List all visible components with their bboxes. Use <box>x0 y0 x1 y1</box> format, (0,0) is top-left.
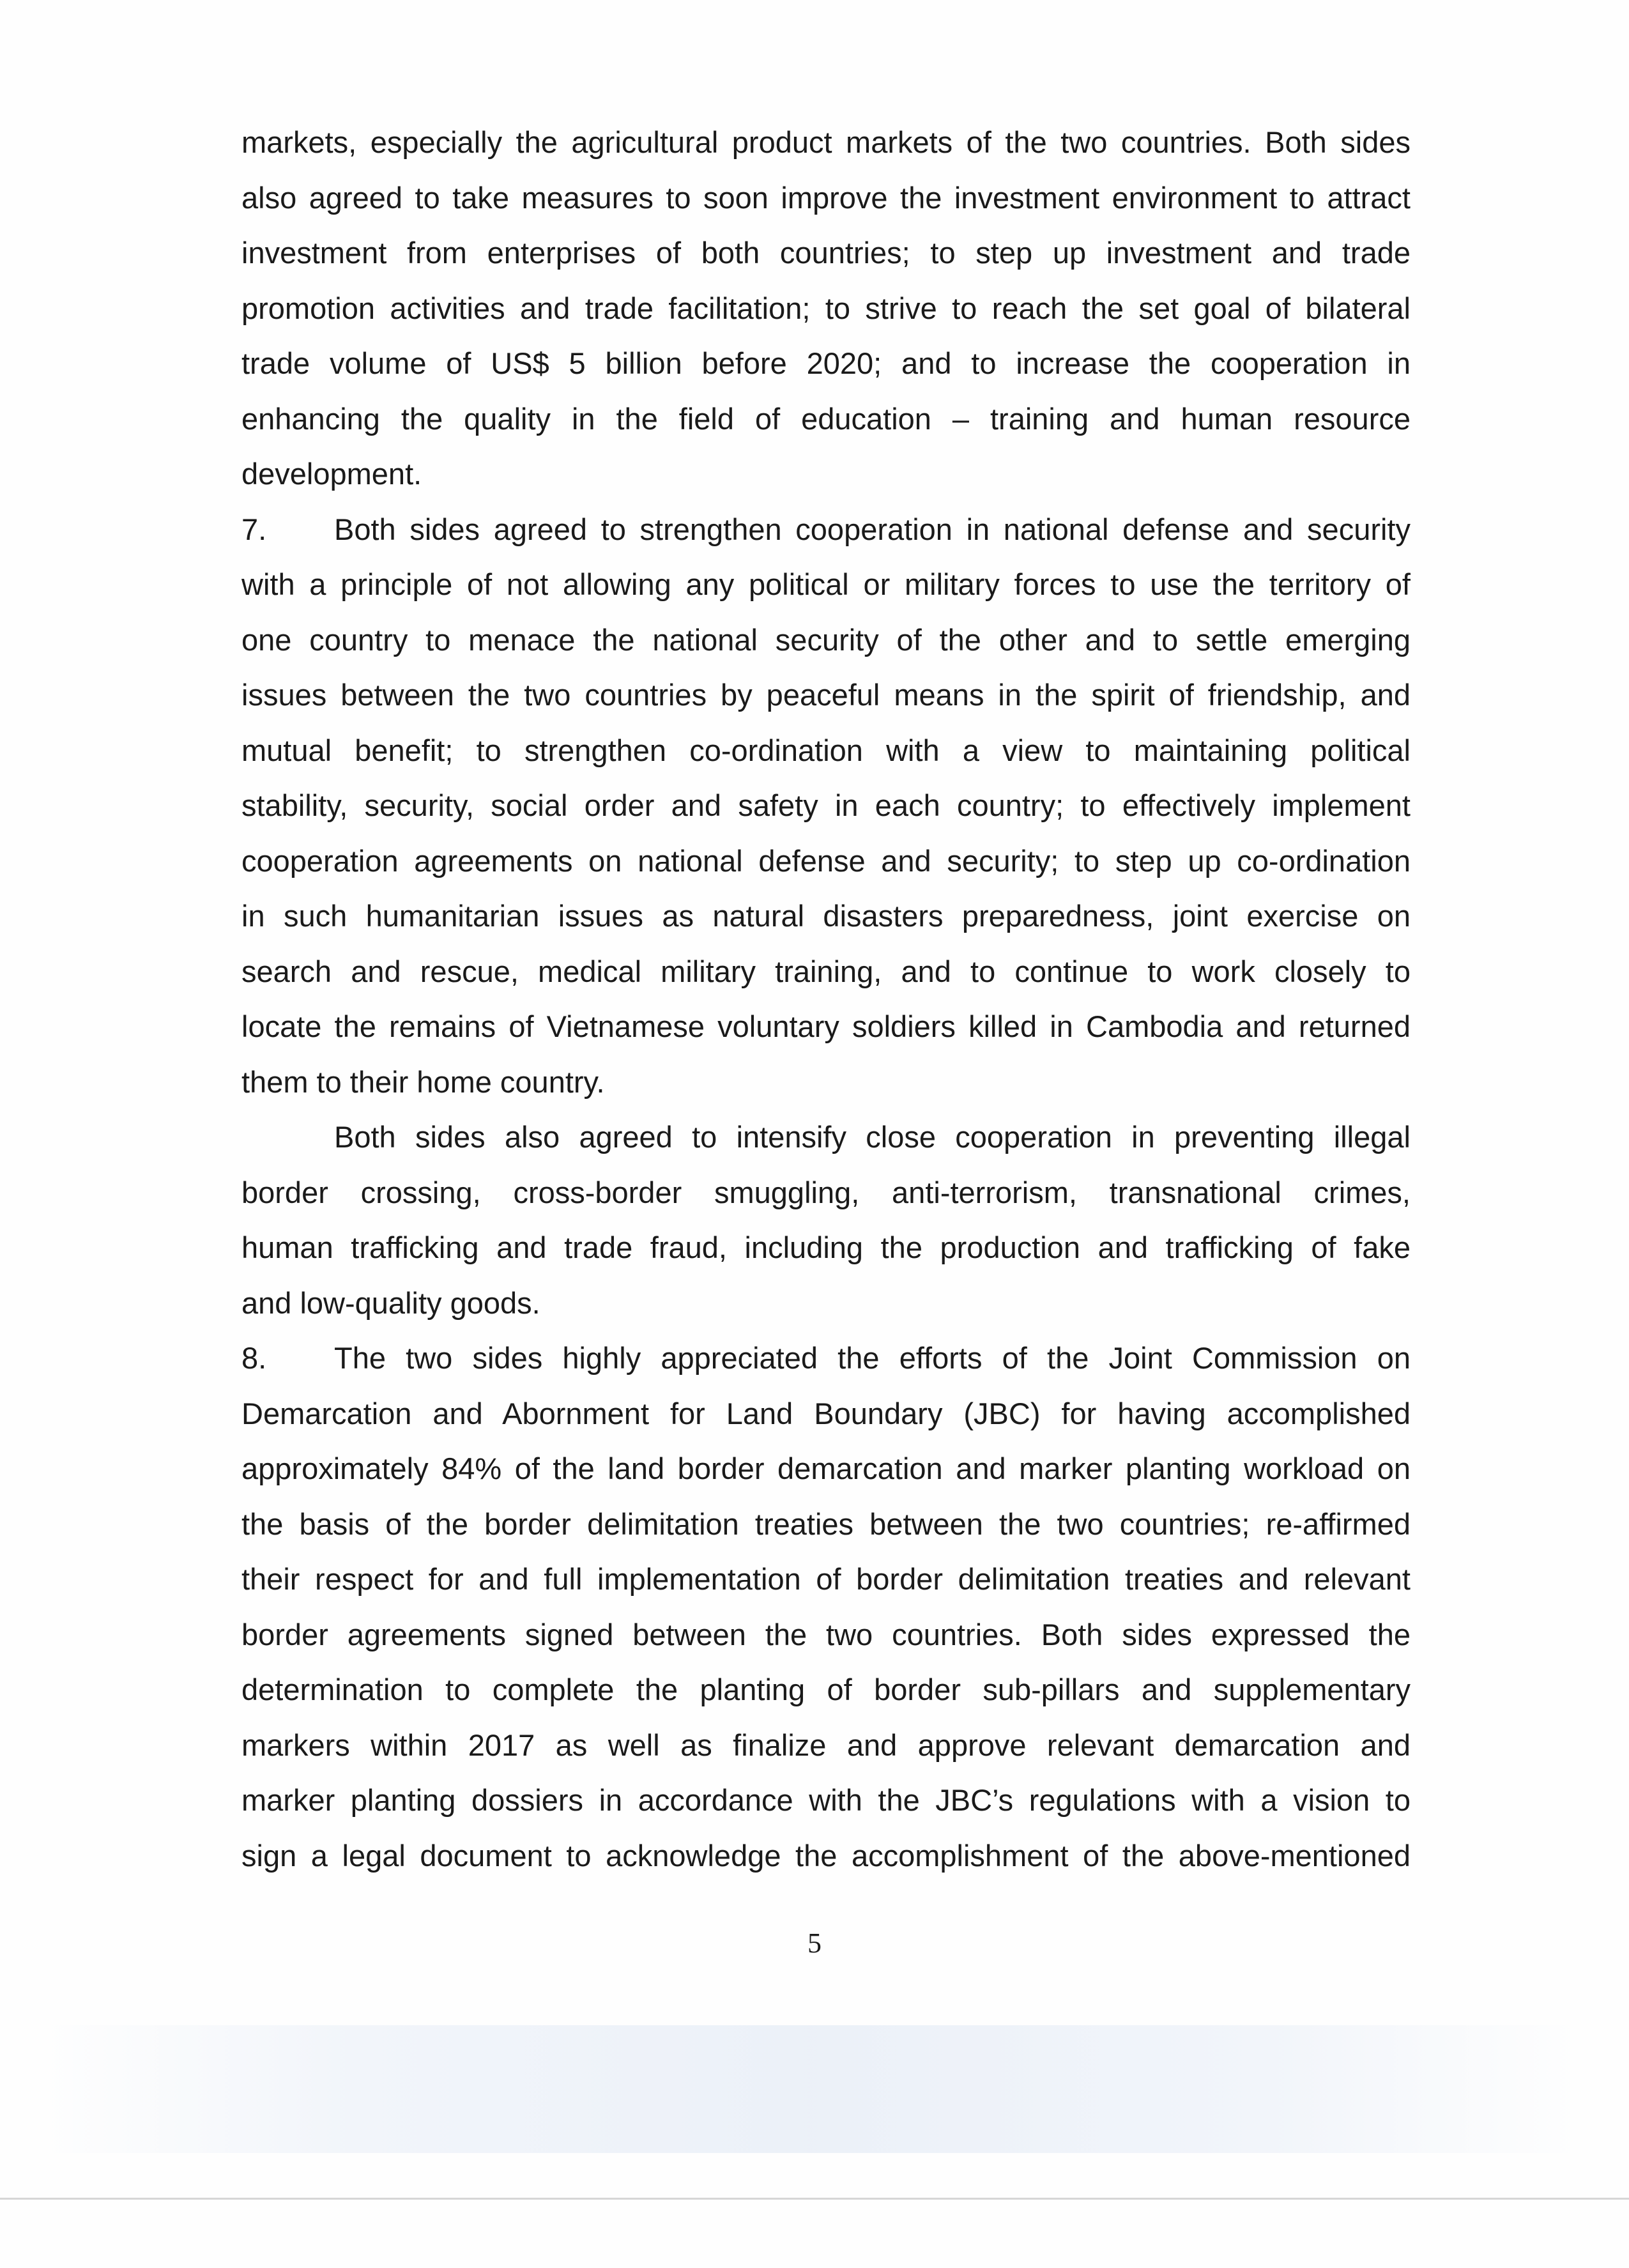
section-number: 8. <box>241 1341 267 1375</box>
section-8-lead-text: The two sides highly appreciated the efforts of the Joint Commission on <box>334 1341 1411 1375</box>
scan-artifact-band <box>38 2025 1584 2153</box>
text-line: border crossing, cross-border smuggling, anti-terrorism, transnational crimes, <box>241 1175 1411 1209</box>
text-line: cooperation agreements on national defense and security; to step up co-ordination <box>241 843 1411 878</box>
section-7-para-2-first-line <box>241 1110 1411 1165</box>
text-line: sign a legal document to acknowledge the accomplishment of the above-mentioned <box>241 1838 1411 1873</box>
text-line: them to their home country. <box>241 1064 605 1099</box>
text-line: marker planting dossiers in accordance with the JBC’s regulations with a vision to <box>241 1783 1411 1817</box>
text-line: one country to menace the national security of the other and to settle emerging <box>241 622 1411 657</box>
text-line: also agreed to take measures to soon improve the investment environment to attract <box>241 180 1411 215</box>
page-number: 5 <box>807 1927 822 1959</box>
text-line: development. <box>241 457 422 491</box>
text-line: border agreements signed between the two countries. Both sides expressed the <box>241 1617 1411 1651</box>
text-line: markers within 2017 as well as finalize and approve relevant demarcation and <box>241 1728 1411 1762</box>
text-line: Demarcation and Abornment for Land Boundary (JBC) for having accomplished <box>241 1396 1411 1430</box>
text-line: with a principle of not allowing any political or military forces to use the territory of <box>241 567 1411 601</box>
text-line: determination to complete the planting of border sub-pillars and supplementary <box>241 1673 1411 1706</box>
text-line: their respect for and full implementation of border delimitation treaties and relevant <box>241 1562 1411 1596</box>
text-line: stability, security, social order and safety in each country; to effectively implement <box>241 788 1411 822</box>
text-line: promotion activities and trade facilitation; to strive to reach the set goal of bilateral <box>241 291 1411 325</box>
text-line: the basis of the border delimitation treaties between the two countries; re-affirmed <box>241 1506 1411 1541</box>
text-line: markets, especially the agricultural product markets of the two countries. Both sides <box>241 125 1411 159</box>
section-7-first-line <box>241 502 1411 558</box>
text-line: mutual benefit; to strengthen co-ordination with a view to maintaining political <box>241 733 1411 767</box>
section-7-lead-text: Both sides agreed to strengthen cooperation in national defense and security <box>334 512 1411 546</box>
text-line: investment from enterprises of both countries; to step up investment and trade <box>241 236 1411 270</box>
text-line: in such humanitarian issues as natural disasters preparedness, joint exercise on <box>241 899 1411 933</box>
text-line: enhancing the quality in the field of education – training and human resource <box>241 401 1411 436</box>
text-line: human trafficking and trade fraud, including the production and trafficking of fake <box>241 1230 1411 1264</box>
text-line: trade volume of US$ 5 billion before 2020; and to increase the cooperation in <box>241 346 1411 380</box>
section-8-first-line <box>241 1331 1411 1386</box>
scan-edge-line <box>0 2198 1629 2200</box>
section-number: 7. <box>241 512 267 546</box>
text-line: approximately 84% of the land border demarcation and marker planting workload on <box>241 1452 1411 1485</box>
text-line: locate the remains of Vietnamese voluntary soldiers killed in Cambodia and returned <box>241 1009 1411 1043</box>
text-line: issues between the two countries by peaceful means in the spirit of friendship, and <box>241 678 1411 712</box>
body-text <box>241 115 1411 1883</box>
text-line: and low-quality goods. <box>241 1285 540 1320</box>
section-7-para-2-lead-text: Both sides also agreed to intensify close cooperation in preventing illegal <box>334 1120 1411 1154</box>
text-line: search and rescue, medical military training, and to continue to work closely to <box>241 954 1411 988</box>
